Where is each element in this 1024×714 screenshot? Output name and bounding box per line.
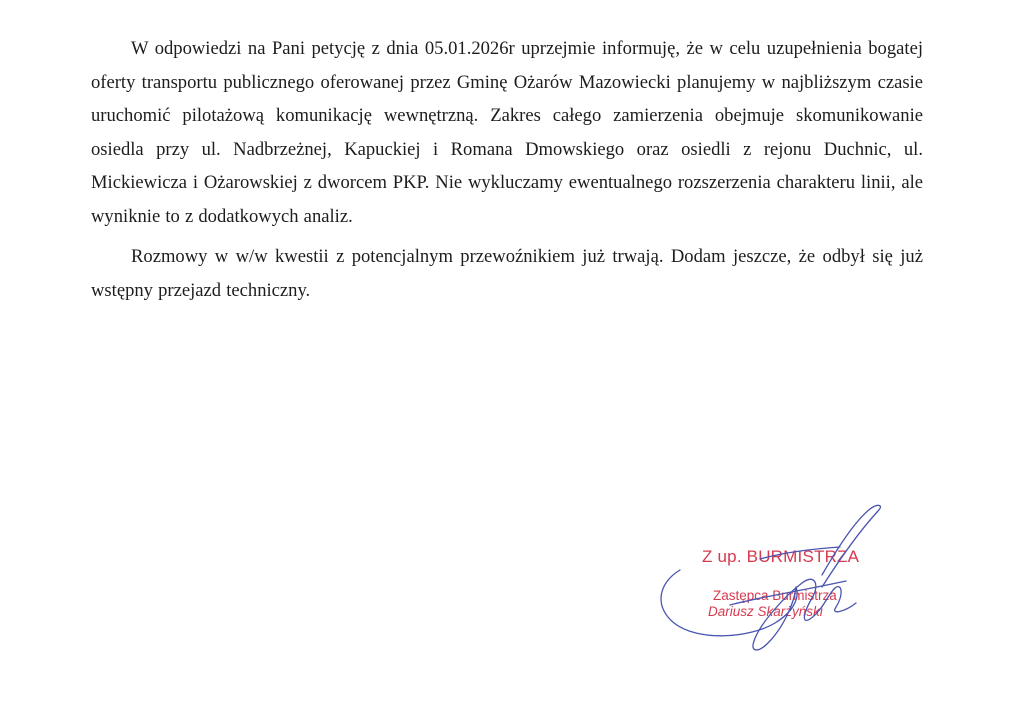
stamp-title: Z up. BURMISTRZA xyxy=(702,547,860,566)
letter-body xyxy=(91,32,923,314)
stamp-and-signature xyxy=(650,495,890,685)
letter-paragraph-1: W odpowiedzi na Pani petycję z dnia 05.01.2026r uprzejmie informuję, że w celu uzupełnienia bogatej oferty transportu publicznego oferowanej przez Gminę Ożarów Mazowiecki planujemy w najbliższym czasie uruchomić pilotażową komunikację wewnętrzną. Zakres całego zamierzenia obejmuje skomunikowanie osiedla przy ul. Nadbrzeżnej, Kapuckiej i Romana Dmowskiego oraz osiedli z rejonu Duchnic, ul. Mickiewicza i Ożarowskiej z dworcem PKP. Nie wykluczamy ewentualnego rozszerzenia charakteru linii, ale wyniknie to z dodatkowych analiz. xyxy=(91,38,923,227)
stamp-person-name: Dariusz Skarżyński xyxy=(708,604,823,619)
letter-paragraph-2: Rozmowy w w/w kwestii z potencjalnym przewoźnikiem już trwają. Dodam jeszcze, że odbył się już wstępny przejazd techniczny. xyxy=(91,246,923,301)
stamp-role: Zastępca Burmistrza xyxy=(713,588,837,603)
handwritten-signature-icon xyxy=(650,495,890,685)
